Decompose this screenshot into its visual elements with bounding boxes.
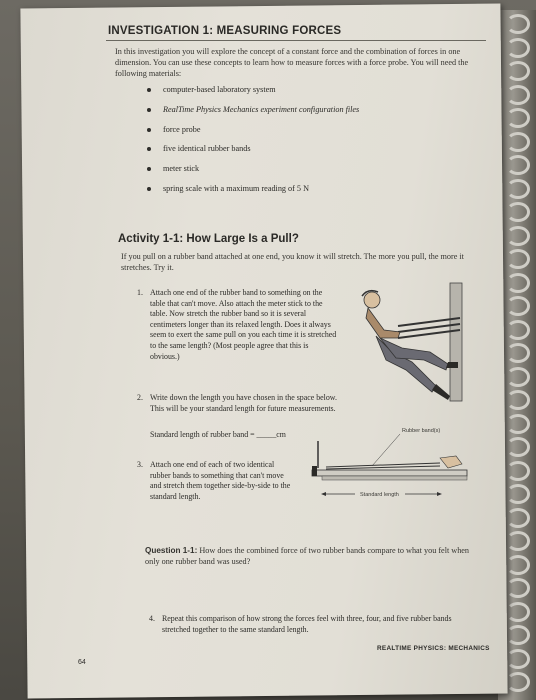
page-title: INVESTIGATION 1: MEASURING FORCES	[108, 25, 342, 37]
question-label: Question 1-1:	[145, 546, 198, 555]
step-number: 3.	[137, 460, 143, 469]
list-item: force probe	[145, 120, 359, 140]
standard-length-label: Standard length	[360, 492, 399, 498]
standard-length-entry: Standard length of rubber band = _____cm	[150, 430, 286, 439]
list-item: computer-based laboratory system	[145, 80, 359, 100]
step-text: Attach one end of each of two identical rubber bands to something that can't move and stretch them together side-by-side to the standard length.	[150, 460, 291, 501]
list-item: spring scale with a maximum reading of 5 N	[145, 179, 359, 199]
question-text: How does the combined force of two rubber bands compare to what you felt when only one rubber band was used?	[145, 546, 470, 567]
man-pulling-illustration	[362, 283, 462, 401]
list-item: five identical rubber bands	[145, 139, 359, 159]
page-number: 64	[78, 659, 86, 666]
intro-paragraph: In this investigation you will explore the concept of a constant force and the combination of forces in one dimension. You can use these concepts to learn how to measure forces with a force probe. You will need the following materials:	[115, 47, 469, 79]
step-text: Write down the length you have chosen in the space below. This will be your standard length for future measurements.	[150, 393, 337, 413]
rubber-band-apparatus	[312, 434, 467, 496]
step-number: 1.	[137, 288, 143, 297]
footer-brand: REALTIME PHYSICS: MECHANICS	[377, 645, 490, 652]
step-number: 2.	[137, 393, 143, 402]
step-text: Attach one end of the rubber band to something on the table that can't move. Also attach the meter stick to the table. Now stretch the rubber band so it is several centimeters longer than its relaxed length. Does it always seem to exert the same pull on you each time it is stretched to the same length? (Most people agree that this is obvious.)	[150, 288, 337, 361]
rubber-band-label: Rubber band(s)	[402, 428, 441, 434]
step-text: Repeat this comparison of how strong the forces feel with three, four, and five rubber bands stretched together to the same standard length.	[162, 614, 452, 634]
activity-title: Activity 1-1: How Large Is a Pull?	[118, 233, 299, 245]
list-item: RealTime Physics Mechanics experiment configuration files	[145, 100, 359, 120]
step-number: 4.	[149, 614, 155, 623]
list-item: meter stick	[145, 159, 359, 179]
activity-intro: If you pull on a rubber band attached at one end, you know it will stretch. The more you pull, the more it stretches. Try it.	[121, 252, 464, 273]
